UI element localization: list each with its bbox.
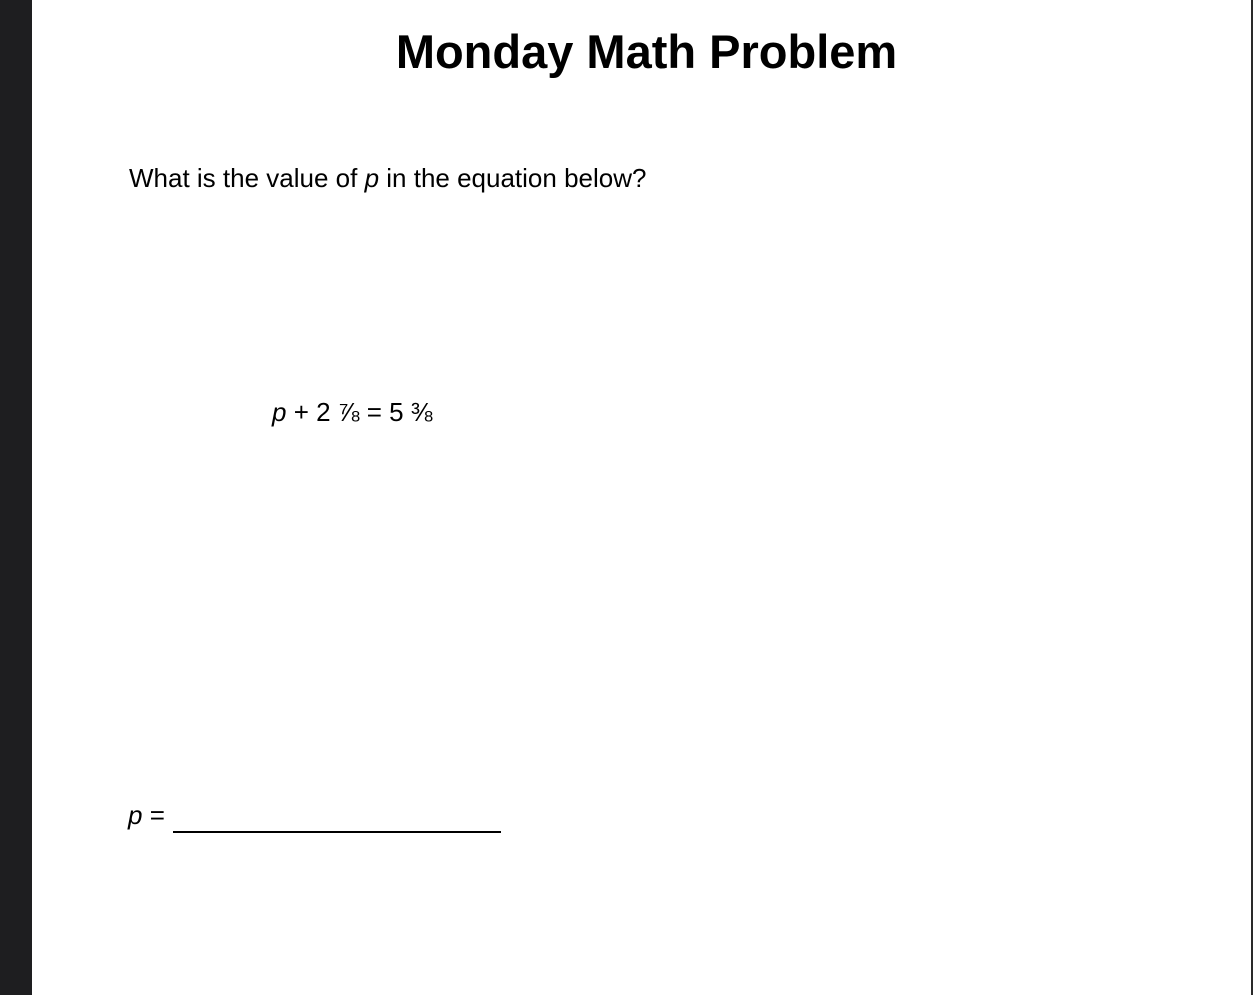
worksheet-page bbox=[32, 0, 1253, 995]
question-variable: p bbox=[364, 163, 380, 193]
answer-variable: p bbox=[128, 800, 143, 830]
question-text bbox=[129, 160, 646, 196]
equation-variable: p bbox=[272, 397, 287, 427]
question-after: in the equation below? bbox=[379, 163, 647, 193]
answer-equals: = bbox=[142, 800, 165, 830]
answer-line bbox=[128, 797, 501, 833]
equation bbox=[272, 394, 432, 430]
page-title: Monday Math Problem bbox=[395, 25, 898, 78]
answer-blank[interactable] bbox=[173, 801, 501, 833]
question-before: What is the value of bbox=[129, 163, 365, 193]
equation-expression: + 2 ⅞ = 5 ⅜ bbox=[286, 397, 433, 427]
